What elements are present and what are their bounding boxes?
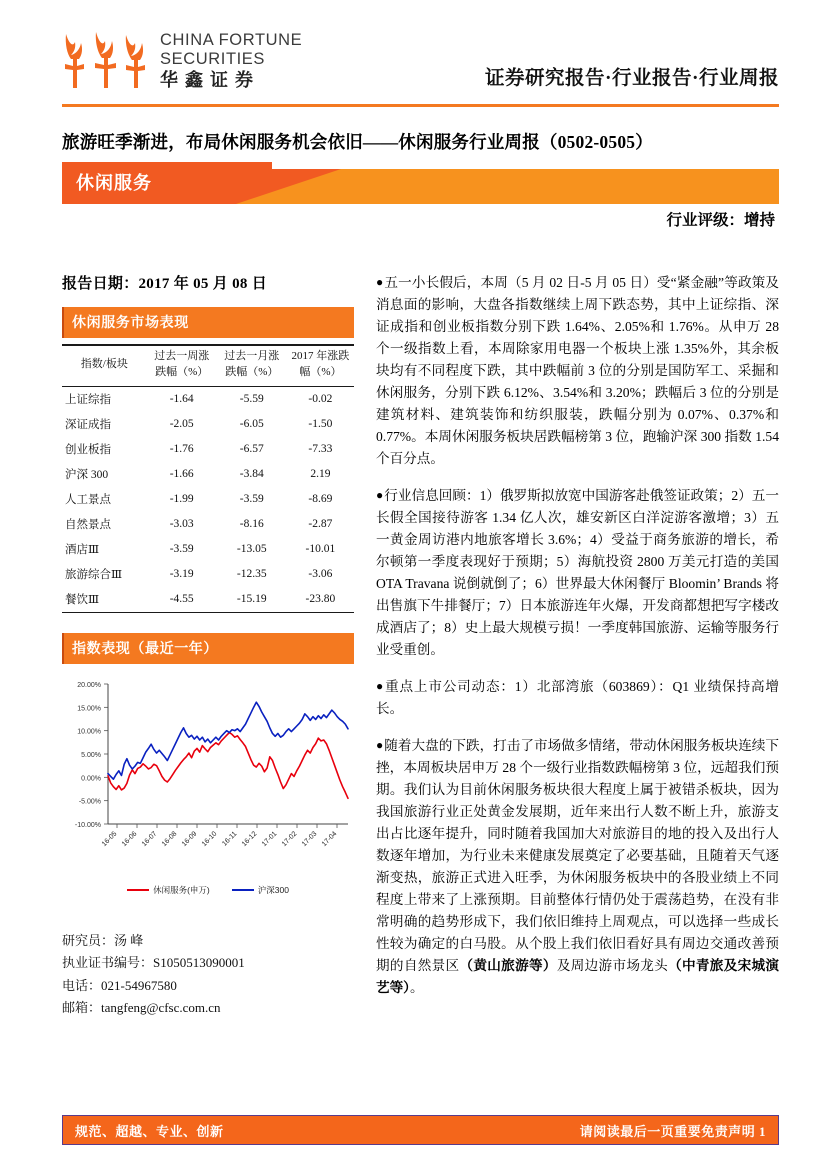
investment-view-tail: 。 <box>409 980 424 996</box>
y-axis-tick-label: 0.00% <box>81 775 101 783</box>
table-header-row <box>62 345 354 386</box>
x-axis-tick-label: 17-04 <box>320 830 339 848</box>
table-cell-value: -6.57 <box>239 443 264 456</box>
table-cell-value: -10.01 <box>305 543 336 556</box>
y-axis-tick-label: 20.00% <box>77 681 101 689</box>
table-row <box>62 487 354 512</box>
table-cell-value: -4.55 <box>169 593 194 606</box>
sector-banner <box>62 162 779 204</box>
table-cell-index-name: 自然景点 <box>65 519 111 532</box>
table-cell-value: 2.19 <box>310 468 331 481</box>
industry-news-paragraph <box>376 485 779 661</box>
table-cell-index-name: 人工景点 <box>65 494 111 507</box>
analyst-phone: 电话：021-54967580 <box>62 977 177 993</box>
table-cell-value: -1.50 <box>308 418 333 431</box>
table-cell-index-name: 酒店Ⅲ <box>65 544 100 557</box>
company-news-paragraph <box>376 676 779 720</box>
table-row <box>62 562 354 587</box>
chart-legend-item <box>232 884 289 896</box>
paragraph-list <box>376 272 779 720</box>
brand-name-en-line1: CHINA FORTUNE <box>160 31 303 50</box>
index-performance-chart <box>62 674 354 882</box>
highlight-stock-1: （黄山旅游等） <box>459 958 557 974</box>
x-axis-tick-label: 16-10 <box>200 830 219 848</box>
analyst-email: 邮箱：tangfeng@cfsc.com.cn <box>62 999 221 1015</box>
table-cell-value: -15.19 <box>236 593 267 606</box>
brand-name-en-line2: SECURITIES <box>160 49 266 68</box>
bullet-icon: ● <box>376 737 384 752</box>
sector-banner-notch <box>272 162 779 169</box>
table-cell-value: -13.05 <box>236 543 267 556</box>
market-review-paragraph <box>376 272 779 470</box>
market-table-heading: 休闲服务市场表现 <box>62 307 354 338</box>
table-cell-value: -3.19 <box>169 568 194 581</box>
table-cell-value: -3.59 <box>169 543 194 556</box>
legend-label: 休闲服务(申万) <box>153 884 210 895</box>
footer-disclaimer-wrap <box>580 1121 766 1140</box>
col-header-ytd: 2017 年涨跌 幅（%） <box>291 350 350 378</box>
x-axis-tick-label: 16-07 <box>140 830 159 848</box>
highlight-stock-2: （中青旅及宋城演艺等） <box>376 958 780 996</box>
table-row <box>62 412 354 437</box>
brand-name-cn: 华鑫证券 <box>160 70 260 91</box>
investment-view-lead: 随着大盘的下跌，打击了市场做多情绪，带动休闲服务板块连续下挫，本周板块居申万 28 个一级行业指数跌幅榜第 3 位，远超我们预期。我们认为目前休闲服务板块很大程度上属于被错杀板块，因为我国旅游行业正处黄金发展期，近年来出行人数不断上升，旅游支出占比逐年提升，同时随着我国加大对旅游目的地的投入及出行人数逐年增加，为行业未来健康发展奠定了必要基础，且随着天气逐渐变热，旅游正式进入旺季，为休闲服务板块中的各股业绩上不同程度上带来了上涨预期。目前整体行情仍处于震荡趋势，在没有非常明确的趋势形成下，我们依旧维持上周观点，可以选择一些成长性较为确定的白马股。从个股上我们依旧看好具有周边交通改善预期的自然景区 <box>376 738 780 974</box>
page-footer <box>62 1115 779 1145</box>
industry-news-text: 行业信息回顾：1）俄罗斯拟放宽中国游客赴俄签证政策；2）五一长假全国接待游客 1.34 亿人次，雄安新区白洋淀游客激增；3）五一黄金周访港内地旅客增长 3.6%；4）受益于商务旅游的增长，希尔顿第一季度表现好于预期；5）海航投资 2800 万美元打造的美国 OTA Travana 说倒就倒了；6）世界最大休闲餐厅 Bloomin’ Brands 将出售旗下牛排餐厅；7）日本旅游连年火爆，开发商都想把写字楼改成酒店了；8）史上最大规模亏损！一季度韩国旅游、运输等服务行业受重创。 <box>376 488 780 658</box>
table-cell-value: -5.59 <box>239 393 264 406</box>
y-axis-tick-label: 5.00% <box>81 751 101 759</box>
footer-page-number: 1 <box>759 1123 766 1139</box>
three-flame-logo-icon <box>62 30 146 92</box>
table-row <box>62 537 354 562</box>
table-row <box>62 462 354 487</box>
table-cell-value: -12.35 <box>236 568 267 581</box>
bullet-icon: ● <box>376 678 385 693</box>
x-axis-tick-label: 17-01 <box>260 830 279 848</box>
legend-swatch <box>127 889 149 892</box>
masthead-divider <box>62 104 779 107</box>
table-cell-value: -3.03 <box>169 518 194 531</box>
table-cell-value: -3.59 <box>239 493 264 506</box>
market-review-text: 五一小长假后，本周（5 月 02 日-5 月 05 日）受“紧金融”等政策及消息面的影响，大盘各指数继续上周下跌态势，其中上证综指、深证成指和创业板指数分别下跌 1.64%、2.05%和 1.76%。从申万 28 个一级指数上看，本周除家用电器一个板块上涨 1.35%外，其余板块均有不同程度下跌，其中跌幅前 3 位的分别是国防军工、采掘和休闲服务，分别下跌 6.12%、3.54%和 3.20%；跌幅后 3 位的分别是建筑材料、建筑装饰和纺织服装，跌幅分别为 0.07%、0.37%和 0.77%。本周休闲服务板块居跌幅榜第 3 位，跑输沪深 300 指数 1.54 个百分点。 <box>376 275 779 467</box>
bullet-icon: ● <box>376 274 384 289</box>
y-axis-tick-label: 10.00% <box>77 728 101 736</box>
footer-disclaimer: 请阅读最后一页重要免责声明 <box>579 1123 756 1139</box>
chart-svg <box>62 674 354 882</box>
bullet-icon: ● <box>376 487 384 502</box>
chart-legend <box>62 884 354 896</box>
chart-series-line <box>108 732 348 798</box>
x-axis-tick-label: 16-06 <box>120 830 139 848</box>
table-cell-value: -3.84 <box>239 468 264 481</box>
report-date: 报告日期：2017 年 05 月 08 日 <box>62 276 268 292</box>
page-title: 旅游旺季渐进，布局休闲服务机会依旧——休闲服务行业周报（0502-0505） <box>62 132 653 152</box>
chart-heading: 指数表现（最近一年） <box>62 633 354 664</box>
company-news-text: 重点上市公司动态：1）北部湾旅（603869）：Q1 业绩保持高增长。 <box>376 679 780 717</box>
y-axis-tick-label: 15.00% <box>77 705 101 713</box>
masthead-title: 证券研究报告·行业报告·行业周报 <box>484 68 779 89</box>
index-chart-panel <box>62 633 354 896</box>
investment-view-middle: 及周边游市场龙头 <box>556 958 669 974</box>
table-cell-index-name: 深证成指 <box>65 419 111 432</box>
x-axis-tick-label: 17-02 <box>280 830 299 848</box>
table-body <box>62 386 354 612</box>
right-column <box>376 272 779 1019</box>
table-cell-index-name: 餐饮Ⅲ <box>65 594 100 607</box>
col-header-week: 过去一周涨 跌幅（%） <box>154 350 210 378</box>
table-cell-value: -1.64 <box>169 393 194 406</box>
content-columns <box>62 272 779 1019</box>
x-axis-tick-label: 16-09 <box>180 830 199 848</box>
table-cell-value: -8.69 <box>308 493 333 506</box>
investment-view-paragraph <box>376 735 779 999</box>
x-axis-tick-label: 17-03 <box>300 830 319 848</box>
table-row <box>62 437 354 462</box>
chart-series-line <box>108 702 348 779</box>
table-cell-value: -6.05 <box>239 418 264 431</box>
table-cell-index-name: 旅游综合Ⅲ <box>65 569 123 582</box>
sector-name: 休闲服务 <box>76 173 152 193</box>
y-axis-tick-label: -10.00% <box>74 821 101 829</box>
industry-rating: 行业评级：增持 <box>666 212 775 229</box>
analyst-researcher: 研究员：汤 峰 <box>62 932 144 948</box>
brand-text <box>160 31 302 90</box>
table-cell-value: -0.02 <box>308 393 333 406</box>
legend-swatch <box>232 889 254 892</box>
x-axis-tick-label: 16-08 <box>160 830 179 848</box>
left-column <box>62 272 354 1019</box>
y-axis-tick-label: -5.00% <box>78 798 101 806</box>
table-cell-value: -2.87 <box>308 518 333 531</box>
table-cell-value: -1.76 <box>169 443 194 456</box>
table-cell-value: -1.66 <box>169 468 194 481</box>
col-header-month: 过去一月涨 跌幅（%） <box>224 350 280 378</box>
x-axis-tick-label: 16-05 <box>100 830 119 848</box>
footer-slogan: 规范、超越、专业、创新 <box>75 1123 224 1139</box>
table-cell-value: -7.33 <box>308 443 333 456</box>
col-header-index: 指数/板块 <box>80 357 128 370</box>
masthead <box>0 0 827 104</box>
table-header <box>62 345 354 386</box>
brand-block <box>62 30 302 104</box>
chart-legend-item <box>127 884 210 896</box>
table-cell-value: -23.80 <box>305 593 336 606</box>
table-cell-index-name: 创业板指 <box>65 444 111 457</box>
table-cell-value: -3.06 <box>308 568 333 581</box>
table-row <box>62 512 354 537</box>
rating-row <box>62 204 779 234</box>
table-row <box>62 587 354 613</box>
market-performance-table <box>62 344 354 613</box>
table-cell-value: -8.16 <box>239 518 264 531</box>
legend-label: 沪深300 <box>257 884 289 895</box>
x-axis-tick-label: 16-11 <box>221 830 239 848</box>
analyst-license: 执业证书编号：S1050513090001 <box>62 955 245 971</box>
table-cell-value: -2.05 <box>169 418 194 431</box>
analyst-info <box>62 930 354 1019</box>
table-cell-value: -1.99 <box>169 493 194 506</box>
table-row <box>62 386 354 412</box>
x-axis-tick-label: 16-12 <box>240 830 259 848</box>
table-cell-index-name: 沪深 300 <box>65 469 109 482</box>
table-cell-index-name: 上证综指 <box>65 394 111 407</box>
